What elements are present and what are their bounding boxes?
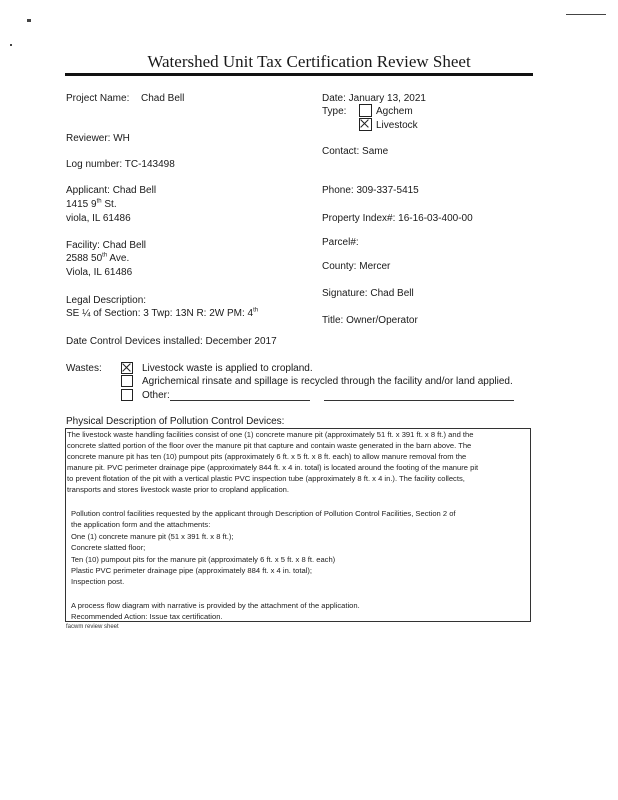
scan-speck — [10, 44, 12, 46]
requested-line: Plastic PVC perimeter drainage pipe (approximately 884 ft. x 4 in. total); — [71, 566, 313, 575]
recommended-action: Recommended Action: Issue tax certification. — [71, 612, 223, 621]
wastes-label: Wastes: — [66, 363, 102, 374]
waste-other-line-2 — [324, 400, 514, 401]
facility-street-number: 2588 50 — [66, 253, 103, 264]
description-line: The livestock waste handling facilities consist of one (1) concrete manure pit (approximately 51 ft. x 391 ft. x 8 ft.) and the — [67, 430, 474, 439]
waste-other-line — [170, 400, 310, 401]
waste-other-label: Other: — [142, 390, 170, 401]
project-name-label: Project Name: — [66, 93, 130, 104]
type-livestock-label: Livestock — [376, 120, 418, 131]
facility-name: Facility: Chad Bell — [66, 240, 147, 251]
log-number: Log number: TC-143498 — [66, 159, 175, 170]
facility-city: Viola, IL 61486 — [66, 267, 133, 278]
county: County: Mercer — [322, 261, 391, 272]
waste-other-checkbox[interactable] — [121, 389, 133, 401]
footer-note: facwm review sheet — [66, 624, 119, 630]
legal-description-text: SE ¼ of Section: 3 Twp: 13N R: 2W PM: 4 — [66, 308, 254, 319]
facility-street-suffix: th — [102, 252, 108, 259]
scan-speck — [27, 19, 31, 22]
description-line: concrete manure pit has ten (10) pumpout pits (approximately 6 ft. x 5 ft. x 8 ft. each) to allow manure removal from the — [67, 452, 467, 461]
requested-line: Concrete slatted floor; — [71, 543, 146, 552]
requested-line: One (1) concrete manure pit (51 x 391 ft. x 8 ft.); — [71, 532, 234, 541]
signature: Signature: Chad Bell — [322, 288, 414, 299]
legal-description-value — [66, 308, 258, 319]
description-line: to prevent flotation of the pit with a vertical plastic PVC inspection tube (approximately 8 ft. x 4 in.). The facility collects, — [67, 474, 465, 483]
applicant-street-suffix: th — [96, 198, 102, 205]
applicant-name: Applicant: Chad Bell — [66, 185, 157, 196]
description-line: concrete slatted portion of the floor over the manure pit that capture and contain waste generated in the barn above. The — [67, 441, 472, 450]
description-line: manure pit. PVC perimeter drainage pipe (approximately 844 ft. x 4 in. total) is located around the footing of the manure pit — [67, 463, 479, 472]
type-label: Type: — [322, 106, 347, 117]
legal-description-suffix: th — [253, 307, 259, 314]
applicant-street-name: St. — [101, 199, 117, 210]
review-date: Date: January 13, 2021 — [322, 93, 426, 104]
type-agchem-checkbox[interactable] — [359, 104, 372, 117]
waste-livestock-label: Livestock waste is applied to cropland. — [142, 363, 313, 374]
applicant-city: viola, IL 61486 — [66, 213, 131, 224]
requested-line: the application form and the attachments: — [71, 520, 211, 529]
date-installed: Date Control Devices installed: December 2017 — [66, 336, 277, 347]
applicant-street-number: 1415 9 — [66, 199, 97, 210]
requested-line: Pollution control facilities requested by the applicant through Description of Pollution Control Facilities, Section 2 of — [71, 509, 456, 518]
facility-street — [66, 253, 129, 264]
title-rule — [65, 73, 533, 76]
project-name-value: Chad Bell — [141, 93, 185, 104]
scan-mark — [566, 14, 606, 15]
waste-agrichemical-label: Agrichemical rinsate and spillage is recycled through the facility and/or land applied. — [142, 376, 513, 387]
legal-description-label: Legal Description: — [66, 295, 147, 306]
contact: Contact: Same — [322, 146, 389, 157]
facility-street-name: Ave. — [107, 253, 130, 264]
waste-agrichemical-checkbox[interactable] — [121, 375, 133, 387]
description-line: transports and stores livestock waste prior to cropland application. — [67, 485, 290, 494]
requested-line: Inspection post. — [71, 577, 125, 586]
property-index: Property Index#: 16-16-03-400-00 — [322, 213, 473, 224]
type-agchem-label: Agchem — [376, 106, 413, 117]
physical-description-heading: Physical Description of Pollution Control Devices: — [66, 416, 285, 427]
type-livestock-checkbox[interactable] — [359, 118, 372, 131]
requested-line: Ten (10) pumpout pits for the manure pit (approximately 6 ft. x 5 ft. x 8 ft. each) — [71, 555, 336, 564]
parcel: Parcel#: — [322, 237, 359, 248]
phone: Phone: 309-337-5415 — [322, 185, 419, 196]
waste-livestock-checkbox[interactable] — [121, 362, 133, 374]
title-field: Title: Owner/Operator — [322, 315, 418, 326]
reviewer: Reviewer: WH — [66, 133, 130, 144]
page-title: Watershed Unit Tax Certification Review Sheet — [147, 52, 471, 71]
process-flow-note: A process flow diagram with narrative is provided by the attachment of the application. — [71, 601, 360, 610]
applicant-street — [66, 199, 117, 210]
